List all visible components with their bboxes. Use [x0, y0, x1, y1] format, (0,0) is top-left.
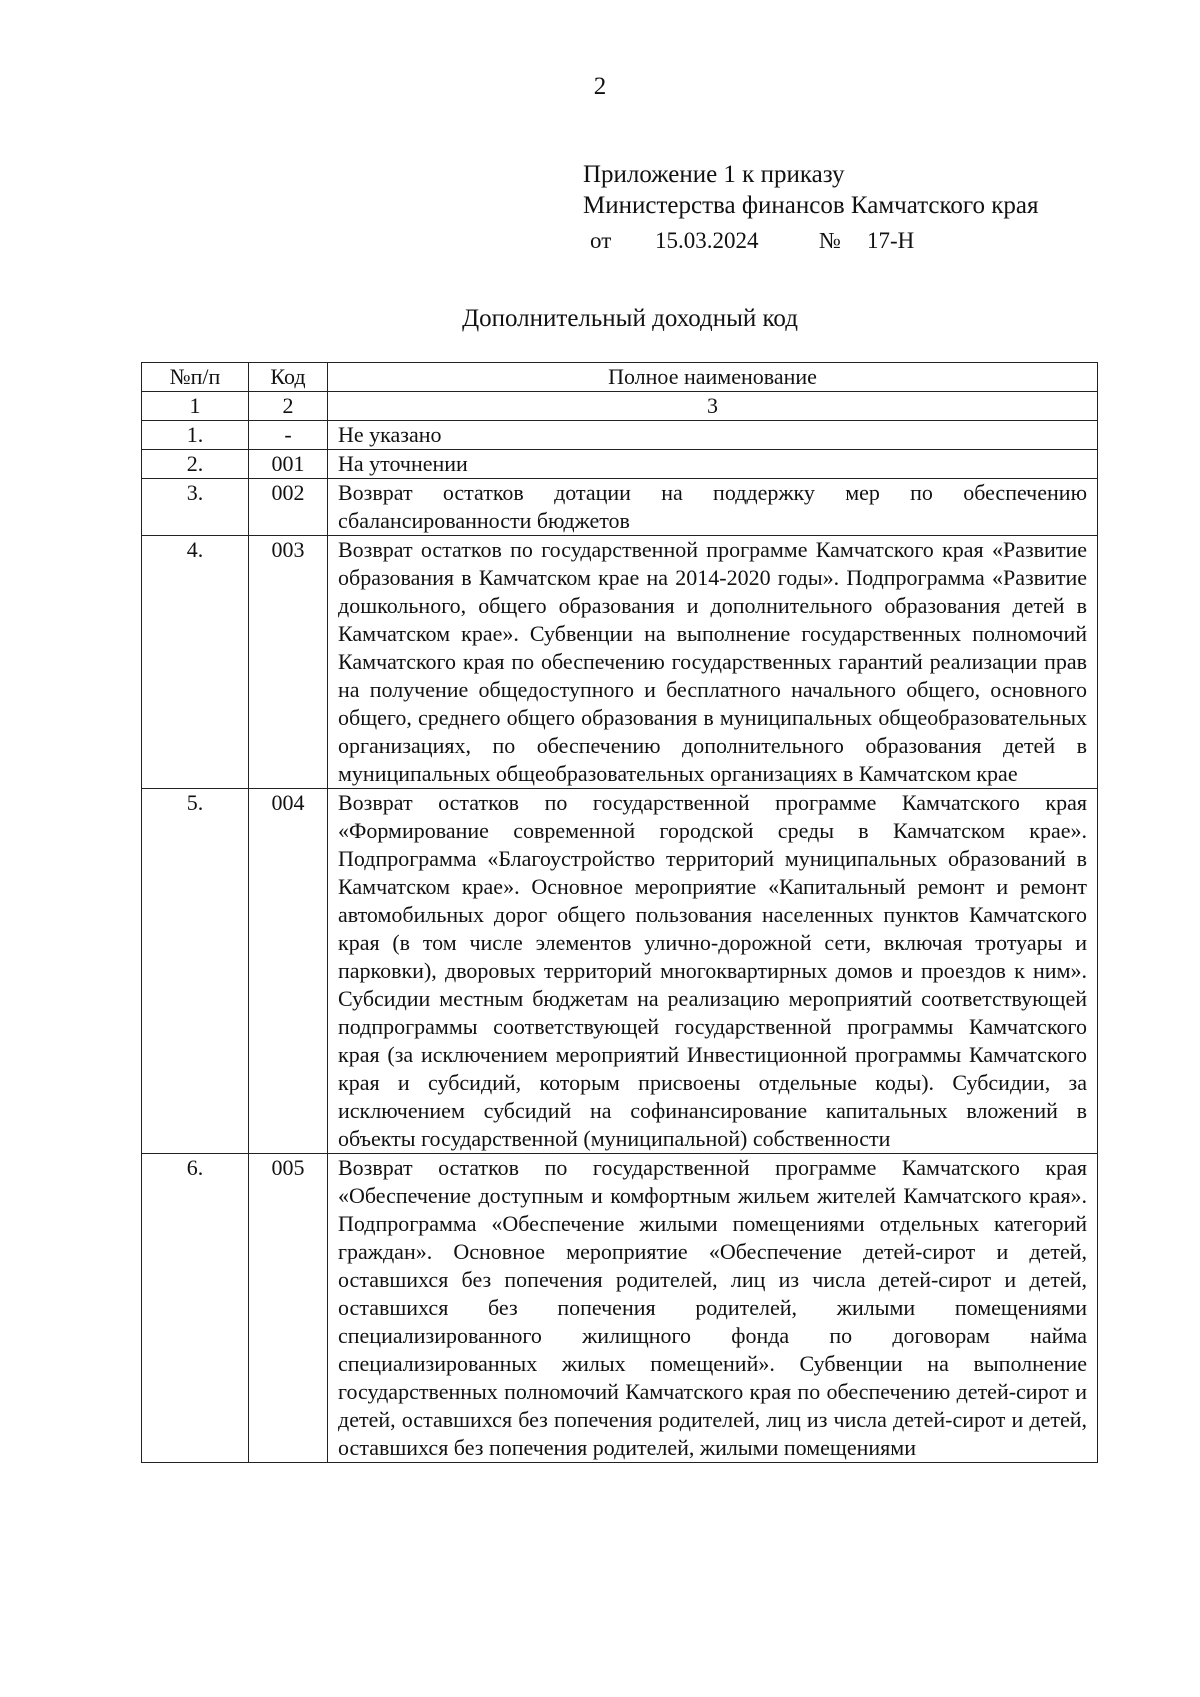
header-full-name: Полное наименование	[328, 363, 1098, 392]
table-row	[142, 1154, 1098, 1463]
row-code: 003	[249, 536, 328, 789]
row-code: -	[249, 421, 328, 450]
row-code: 001	[249, 450, 328, 479]
column-index-2: 2	[249, 392, 328, 421]
order-number-label: №	[819, 228, 841, 253]
table-row	[142, 789, 1098, 1154]
appendix-header	[583, 159, 1143, 221]
column-index-3: 3	[328, 392, 1098, 421]
row-full-name: Возврат остатков дотации на поддержку мер по обеспечению сбалансированности бюджетов	[328, 479, 1098, 536]
row-number: 3.	[142, 479, 249, 536]
table-row	[142, 536, 1098, 789]
order-number: 17-Н	[867, 228, 915, 253]
row-number: 2.	[142, 450, 249, 479]
table-header-row	[142, 363, 1098, 392]
row-code: 005	[249, 1154, 328, 1463]
table-row	[142, 450, 1098, 479]
table-column-index-row	[142, 392, 1098, 421]
row-full-name: Возврат остатков по государственной программе Камчатского края «Развитие образования в Камчатском крае на 2014-2020 годы». Подпрограмма «Развитие дошкольного, общего образования и дополнительного образования детей в Камчатском крае». Субвенции на выполнение государственных полномочий Камчатского края по обеспечению государственных гарантий реализации прав на получение общедоступного и бесплатного начального общего, основного общего, среднего общего образования в муниципальных общеобразовательных организациях, по обеспечению дополнительного образования детей в муниципальных общеобразовательных организациях в Камчатском крае	[328, 536, 1098, 789]
appendix-line-2: Министерства финансов Камчатского края	[583, 192, 1039, 219]
appendix-line-1: Приложение 1 к приказу	[583, 161, 845, 188]
page-number: 2	[593, 73, 607, 100]
row-number: 5.	[142, 789, 249, 1154]
row-full-name: На уточнении	[328, 450, 1098, 479]
header-number: №п/п	[142, 363, 249, 392]
row-full-name: Не указано	[328, 421, 1098, 450]
order-date: 15.03.2024	[655, 228, 759, 253]
row-code: 002	[249, 479, 328, 536]
row-number: 1.	[142, 421, 249, 450]
row-number: 4.	[142, 536, 249, 789]
order-from-label: от	[590, 228, 612, 253]
table-row	[142, 421, 1098, 450]
header-code: Код	[249, 363, 328, 392]
table-row	[142, 479, 1098, 536]
row-full-name: Возврат остатков по государственной программе Камчатского края «Обеспечение доступным и комфортным жильем жителей Камчатского края». Подпрограмма «Обеспечение жилыми помещениями отдельных категорий граждан». Основное мероприятие «Обеспечение детей-сирот и детей, оставшихся без попечения родителей, лиц из числа детей-сирот и детей, оставшихся без попечения родителей, жилыми помещениями специализированного жилищного фонда по договорам найма специализированных жилых помещений». Субвенции на выполнение государственных полномочий Камчатского края по обеспечению детей-сирот и детей, оставшихся без попечения родителей, лиц из числа детей-сирот и детей, оставшихся без попечения родителей, жилыми помещениями	[328, 1154, 1098, 1463]
row-code: 004	[249, 789, 328, 1154]
column-index-1: 1	[142, 392, 249, 421]
row-full-name: Возврат остатков по государственной программе Камчатского края «Формирование современной городской среды в Камчатском крае». Подпрограмма «Благоустройство территорий муниципальных образований в Камчатском крае». Основное мероприятие «Капитальный ремонт и ремонт автомобильных дорог общего пользования населенных пунктов Камчатского края (в том числе элементов улично-дорожной сети, включая тротуары и парковки), дворовых территорий многоквартирных домов и проездов к ним». Субсидии местным бюджетам на реализацию мероприятий соответствующей подпрограммы соответствующей государственной программы Камчатского края (за исключением мероприятий Инвестиционной программы Камчатского края и субсидий, которым присвоены отдельные коды). Субсидии, за исключением субсидий на софинансирование капитальных вложений в объекты государственной (муниципальной) собственности	[328, 789, 1098, 1154]
row-number: 6.	[142, 1154, 249, 1463]
income-codes-table	[141, 362, 1098, 1463]
document-title: Дополнительный доходный код	[462, 305, 798, 332]
